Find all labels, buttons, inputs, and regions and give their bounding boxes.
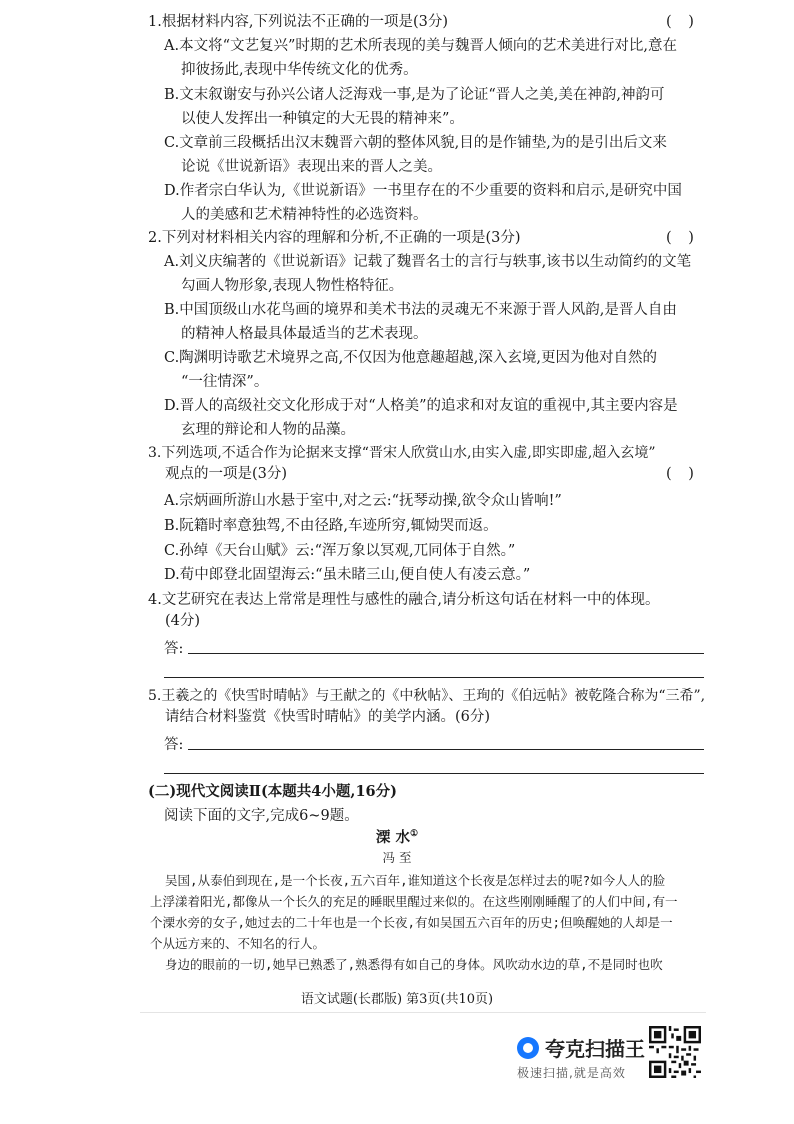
section-heading: (二)现代文阅读Ⅱ(本题共4小题,16分)	[148, 783, 397, 800]
story-title: 溧 水①	[375, 829, 419, 846]
brand-name: 夸克扫描王	[545, 1037, 645, 1061]
question-3	[148, 443, 708, 485]
quark-logo-icon	[517, 1037, 539, 1059]
passage-line: 身边的眼前的一切,她早已熟悉了,熟悉得有如自己的身体。风吹动水边的草,不是同时也吹	[150, 957, 663, 972]
story-author: 冯 至	[382, 850, 412, 865]
answer-label: 答:	[164, 641, 184, 657]
q3-option-d: D.荀中郎登北固望海云:“虽未睹三山,便自使人有凌云意。”	[164, 567, 531, 583]
brand-slogan: 极速扫描,就是高效	[517, 1066, 626, 1080]
q2-option-a: A.刘义庆编著的《世说新语》记载了魏晋名士的言行与轶事,该书以生动简约的文笔 勾画人物形象,表现人物性格特征。	[164, 254, 692, 294]
q2-option-d: D.晋人的高级社交文化形成于对“人格美”的追求和对友谊的重视中,其主要内容是 玄理的辩论和人物的品藻。	[164, 398, 678, 438]
passage-line: 吴国,从泰伯到现在,是一个长夜,五六百年,谁知道这个长夜是怎样过去的呢?如今人人的脸	[150, 873, 666, 888]
question-5	[148, 686, 714, 728]
passage-line: 个溧水旁的女子,她过去的二十年也是一个长夜,有如吴国五六百年的历史;但唤醒她的人却是一	[150, 915, 673, 930]
question-4	[148, 590, 714, 632]
q1-option-c: C.文章前三段概括出汉末魏晋六朝的整体风貌,目的是作铺垫,为的是引出后文来 论说《世说新语》表现出来的晋人之美。	[164, 135, 667, 175]
question-2	[148, 228, 708, 249]
q3-option-c: C.孙绰《天台山赋》云:“浑万象以冥观,兀同体于自然。”	[164, 543, 516, 559]
question-3-stem: 3.下列选项,不适合作为论据来支撑“晋宋人欣赏山水,由实入虚,即实即虚,超入玄境”	[148, 445, 656, 461]
answer-line[interactable]	[164, 677, 704, 678]
passage-line: 个从远方来的、不知名的行人。	[150, 936, 326, 951]
passage-text	[150, 870, 706, 975]
scanner-watermark	[517, 1033, 645, 1062]
question-5-stem: 5.王羲之的《快雪时晴帖》与王献之的《中秋帖》、王珣的《伯远帖》被乾隆合称为“三希”,	[148, 688, 706, 704]
page-footer: 语文试题(长郡版) 第3页(共10页)	[300, 992, 494, 1007]
answer-line[interactable]	[164, 773, 704, 774]
q1-option-d: D.作者宗白华认为,《世说新语》一书里存在的不少重要的资料和启示,是研究中国 人的美感和艺术精神特性的必选资料。	[164, 183, 682, 223]
section-instruction: 阅读下面的文字,完成6~9题。	[164, 808, 359, 824]
answer-bracket: ( )	[666, 466, 700, 482]
answer-bracket: ( )	[666, 14, 700, 30]
q1-option-b: B.文末叙谢安与孙兴公诸人泛海戏一事,是为了论证“晋人之美,美在神韵,神韵可 以使人发挥出一种镇定的大无畏的精神来”。	[164, 87, 665, 127]
qr-code-icon	[649, 1026, 701, 1078]
footnote-mark: ①	[409, 829, 419, 840]
question-3-stem-cont: 观点的一项是(3分)	[165, 466, 288, 482]
answer-line[interactable]	[188, 749, 704, 750]
q3-option-b: B.阮籍时率意独驾,不由径路,车迹所穷,辄恸哭而返。	[164, 518, 498, 534]
question-4-score: (4分)	[165, 613, 201, 629]
question-2-stem: 2.下列对材料相关内容的理解和分析,不正确的一项是(3分)	[148, 230, 521, 246]
question-1-stem: 1.根据材料内容,下列说法不正确的一项是(3分)	[148, 14, 448, 30]
passage-line: 上浮漾着阳光,都像从一个长久的充足的睡眠里醒过来似的。在这些刚刚睡醒了的人们中间,有一	[150, 894, 678, 909]
answer-bracket: ( )	[666, 230, 700, 246]
divider	[140, 1012, 706, 1013]
q3-option-a: A.宗炳画所游山水悬于室中,对之云:“抚琴动操,欲令众山皆响!”	[164, 493, 562, 509]
question-1	[148, 12, 708, 33]
q1-option-a: A.本文将“文艺复兴”时期的艺术所表现的美与魏晋人倾向的艺术美进行对比,意在 抑彼扬此,表现中华传统文化的优秀。	[164, 38, 678, 78]
answer-label: 答:	[164, 737, 184, 753]
question-5-stem-cont: 请结合材料鉴赏《快雪时晴帖》的美学内涵。(6分)	[165, 709, 491, 725]
answer-line[interactable]	[188, 653, 704, 654]
question-4-stem: 4.文艺研究在表达上常常是理性与感性的融合,请分析这句话在材料一中的体现。	[148, 592, 660, 608]
q2-option-c: C.陶渊明诗歌艺术境界之高,不仅因为他意趣超越,深入玄境,更因为他对自然的 “一往情深”。	[164, 350, 658, 390]
q2-option-b: B.中国顶级山水花鸟画的境界和美术书法的灵魂无不来源于晋人风韵,是晋人自由 的精神人格最具体最适当的艺术表现。	[164, 302, 677, 342]
